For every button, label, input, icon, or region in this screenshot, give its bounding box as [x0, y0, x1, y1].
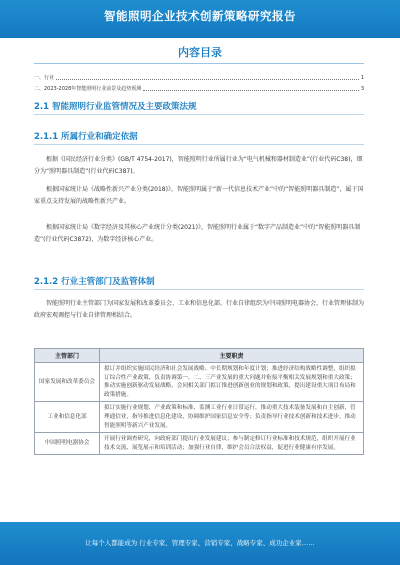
table-header-cell: 主要职责 — [100, 349, 364, 363]
table-cell-duty: 拟订实施行业规划、产业政策和标准，监测工业行业日常运行，推动重大技术装备发展和自主创新，管理通信业，指导推进信息化建设，协调维护国家信息安全等；负责指导行业技术创新和技术进步，推动智能照明等新兴产业发展。 — [100, 402, 364, 433]
toc-entry-label: 一、行业 — [34, 75, 55, 81]
toc-entry-page: 1 — [360, 75, 364, 81]
toc-leader-dots — [143, 90, 359, 91]
toc-entry[interactable] — [34, 73, 364, 81]
report-title: 智能照明企业技术创新策略研究报告 — [104, 9, 296, 23]
table-cell-duty: 开展行业调查研究，向政府部门提出行业发展建议；参与制定修订行业标准和技术规范，组织开展行业技术交流、展览展示和培训活动；加强行业自律，维护会员合法权益，促进行业健康有序发展。 — [100, 433, 364, 455]
table-row — [35, 363, 364, 402]
section-divider — [34, 114, 364, 115]
toc-leader-dots — [56, 79, 359, 80]
regulatory-table — [34, 348, 364, 455]
toc-entry-page: 3 — [360, 86, 364, 92]
section-divider — [34, 144, 364, 145]
footer-slogan: 让每个人都能成为 行业专家、管理专家、营销专家、战略专家、成功企业家…… — [85, 539, 315, 547]
section-divider — [34, 289, 364, 290]
table-header-cell: 主管部门 — [35, 349, 100, 363]
table-header-row — [35, 349, 364, 363]
paragraph: 根据国家统计局《战略性新兴产业分类(2018)》，智能照明属于“新一代信息技术产业”中的“智能照明器具制造”，属于国家重点支持发展的战略性新兴产业。 — [34, 186, 364, 205]
toc-title: 内容目录 — [178, 46, 222, 59]
toc-entry[interactable] — [34, 84, 364, 92]
toc-divider — [34, 63, 364, 64]
section-heading-2-1-1: 2.1.1 所属行业和确定依据 — [34, 132, 138, 142]
paragraph: 根据《国民经济行业分类》(GB/T 4754-2017)，智能照明行业所属行业为“电气机械和器材制造业”(行业代码C38)，细分为“照明器具制造”(行业代码C387)。 — [34, 156, 363, 175]
section-heading-2-1: 2.1 智能照明行业监管情况及主要政策法规 — [34, 102, 197, 112]
table-cell-duty: 拟订并组织实施国民经济和社会发展战略、中长期规划和年度计划；推进经济结构战略性调整，组织拟订综合性产业政策，负责协调第一、二、三产业发展的重大问题并衔接平衡相关发展规划和重大政策；推动实施创新驱动发展战略，会同相关部门拟订推进创新创业的规划和政策，提出建设重大项目布局和政策措施。 — [100, 363, 364, 402]
table-cell-dept: 国家发展和改革委员会 — [35, 363, 100, 402]
table-cell-dept: 中国照明电器协会 — [35, 433, 100, 455]
table-cell-dept: 工业和信息化部 — [35, 402, 100, 433]
section-heading-2-1-2: 2.1.2 行业主管部门及监管体制 — [34, 277, 155, 287]
paragraph: 根据国家统计局《数字经济及其核心产业统计分类(2021)》，智能照明行业属于“数字产品制造业”中的“智能照明器具制造”(行业代码C3872)，为数字经济核心产业。 — [34, 224, 361, 243]
paragraph: 智能照明行业主管部门为国家发展和改革委员会、工业和信息化部，行业自律组织为中国照明电器协会，行业管理体制为政府宏观调控与行业自律管理相结合。 — [34, 300, 365, 319]
table-row — [35, 433, 364, 455]
toc-entry-label: 二、2023-2028年智能照明行业前景及趋势预测 — [34, 86, 142, 92]
table-row — [35, 402, 364, 433]
